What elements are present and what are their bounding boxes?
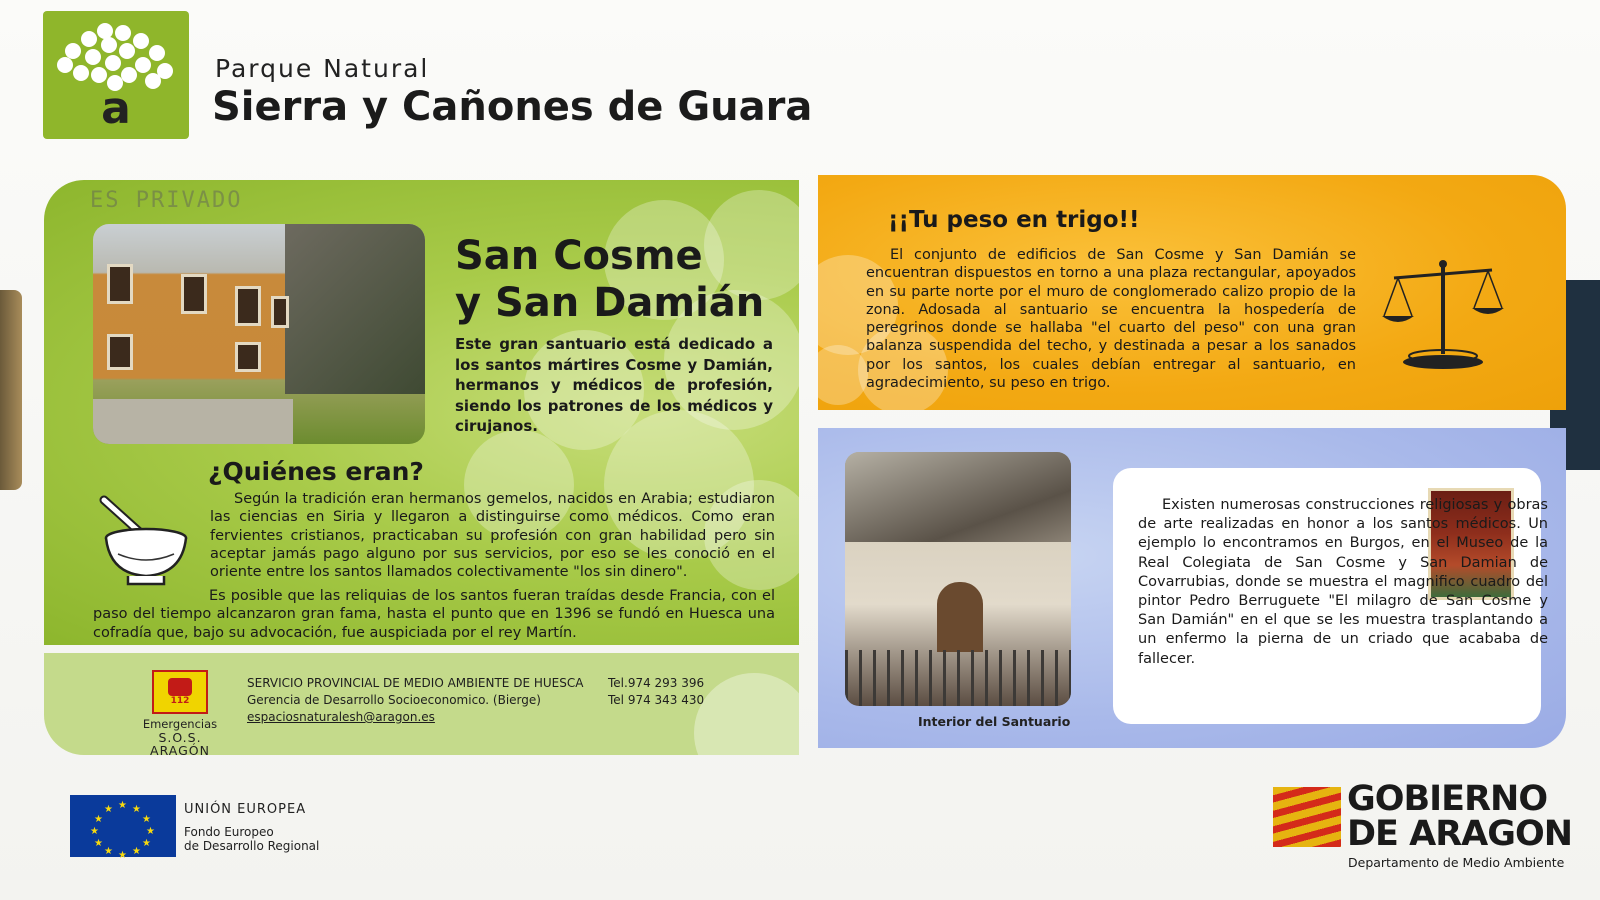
interior-photo <box>845 452 1071 706</box>
orange-title: ¡¡Tu peso en trigo!! <box>888 207 1140 233</box>
graffiti-text: ES PRIVADO <box>90 188 243 213</box>
logo-letter: a <box>101 83 131 134</box>
aragon-department: Departamento de Medio Ambiente <box>1348 855 1565 870</box>
park-logo-icon <box>43 11 189 139</box>
park-title: Sierra y Cañones de Guara <box>212 84 813 130</box>
blue-text <box>1138 496 1548 669</box>
mortar-pestle-icon <box>98 492 194 588</box>
sos-caption-line1: Emergencias <box>142 717 218 731</box>
section-title: ¿Quiénes eran? <box>208 457 424 486</box>
park-subtitle: Parque Natural <box>215 54 430 83</box>
contact-service: SERVICIO PROVINCIAL DE MEDIO AMBIENTE DE HUESCA <box>247 676 584 690</box>
main-title <box>455 233 764 327</box>
board-left-edge <box>0 290 22 490</box>
sos-caption-line2: S.O.S. ARAGÓN <box>150 730 210 758</box>
sos-caption <box>128 718 232 757</box>
contact-phone2: Tel 974 343 430 <box>608 693 705 707</box>
eu-fund <box>184 825 319 853</box>
contact-management: Gerencia de Desarrollo Socioeconomico. (Bierge) <box>247 693 541 707</box>
eu-fund-line2: de Desarrollo Regional <box>184 839 320 853</box>
paragraph-who-text: Según la tradición eran hermanos gemelos, nacidos en Arabia; estudiaron las ciencias en Siria y llegaron a distinguirse como médicos. Como eran fervientes cristianos, practicaban su profesión con gran habilidad pero sin aceptar jamás pago alguno por sus servicios, por eso se les conoció en el oriente entre los santos llamados colectivamente "los sin dinero". <box>210 491 775 581</box>
contact-email[interactable]: espaciosnaturalesh@aragon.es <box>247 710 435 724</box>
main-title-line2: y San Damián <box>455 280 765 326</box>
eu-fund-line1: Fondo Europeo <box>184 825 274 839</box>
emergency-phone-icon <box>152 670 208 714</box>
aragon-flag-icon <box>1273 787 1341 847</box>
paragraph-relics-text: Es posible que las reliquias de los santos fueran traídas desde Francia, con el paso del tiempo alcanzaron gran fama, hasta el punto que en 1396 se fundó en Huesca una cofradía que, bajo su advocación, fue auspiciada por el rey Martín. <box>93 588 775 641</box>
contact-phone1: Tel.974 293 396 <box>608 676 705 690</box>
interior-caption: Interior del Santuario <box>918 714 1071 729</box>
eu-flag-icon: ★ ★ ★ ★ ★ ★ ★ ★ ★ ★ ★ ★ <box>70 795 176 857</box>
eu-title: UNIÓN EUROPEA <box>184 802 307 817</box>
intro-text: Este gran santuario está dedicado a los santos mártires Cosme y Damián, hermanos y médicos de profesión, siendo los patrones de los médicos y cirujanos. <box>455 335 773 435</box>
main-title-line1: San Cosme <box>455 233 703 279</box>
orange-text <box>866 246 1356 392</box>
balance-scale-icon <box>1380 256 1506 374</box>
aragon-government-title <box>1347 779 1573 854</box>
aragon-title-line1: GOBIERNO <box>1347 779 1548 819</box>
paragraph-relics <box>93 587 775 642</box>
paragraph-who <box>210 490 775 581</box>
sos-badge-number: 112 <box>170 696 190 706</box>
sanctuary-photo <box>93 224 425 444</box>
blue-text-body: Existen numerosas construcciones religiosas y obras de arte realizadas en honor a los santos médicos. Un ejemplo lo encontramos en Burgos, en el Museo de la Real Colegiata de San Cosme y San Damian de Covarrubias, donde se muestra el magnifico cuadro del pintor Pedro Berruguete "El milagro de San Cosme y San Damián" en el que se les muestra trasplantando a un enfermo la pierna de un criado que acababa de fallecer. <box>1138 497 1548 667</box>
aragon-title-line2: DE ARAGON <box>1347 814 1573 854</box>
orange-text-body: El conjunto de edificios de San Cosme y San Damián se encuentran dispuestos en torno a una plaza rectangular, apoyados en su parte norte por el muro de conglomerado calizo propio de la zona. Adosada al santuario se encuentra la hospedería de peregrinos donde se hallaba "el cuarto del peso" con una gran balanza suspendida del techo, y destinada a pesar a los sanados por los santos, los cuales debían entregar al santuario, en agradecimiento, su peso en trigo. <box>866 247 1356 392</box>
